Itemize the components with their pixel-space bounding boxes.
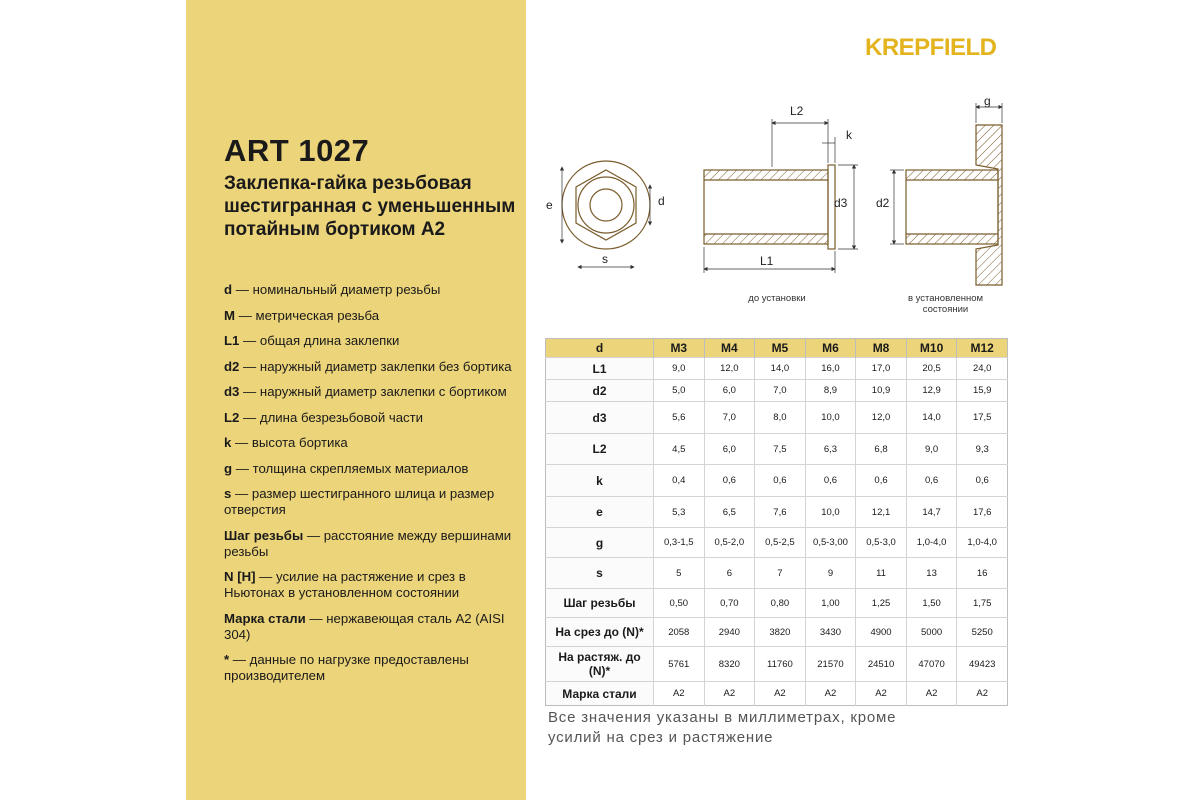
glossary-item bbox=[224, 308, 519, 324]
glossary-term: g bbox=[224, 460, 233, 476]
table-cell: 0,5-2,5 bbox=[755, 528, 806, 558]
table-cell: 2058 bbox=[654, 618, 705, 647]
table-cell: 24510 bbox=[856, 647, 907, 682]
table-cell: 17,6 bbox=[957, 497, 1008, 528]
table-cell: 0,4 bbox=[654, 465, 705, 497]
glossary-item bbox=[224, 569, 519, 601]
table-cell: A2 bbox=[957, 682, 1008, 706]
table-cell: 13 bbox=[906, 558, 957, 589]
table-cell: 15,9 bbox=[957, 380, 1008, 402]
glossary-description: — наружный диаметр заклепки с бортиком bbox=[239, 384, 507, 399]
glossary-term: Шаг резьбы bbox=[224, 527, 304, 543]
table-cell: 5,3 bbox=[654, 497, 705, 528]
glossary-description: — высота бортика bbox=[231, 435, 348, 450]
glossary-description: — толщина скрепляемых материалов bbox=[232, 460, 469, 476]
table-cell: 3430 bbox=[805, 618, 856, 647]
table-cell: 8320 bbox=[704, 647, 755, 682]
table-row bbox=[546, 497, 1008, 528]
table-cell: 5 bbox=[654, 558, 705, 589]
row-label: s bbox=[546, 558, 654, 589]
dim-label-d2: d2 bbox=[876, 196, 890, 210]
table-cell: 9,0 bbox=[906, 434, 957, 465]
glossary-description: — данные по нагрузке предоставлены производителем bbox=[224, 652, 469, 683]
glossary-list bbox=[224, 282, 519, 694]
table-cell: 12,9 bbox=[906, 380, 957, 402]
dim-label-s: s bbox=[602, 252, 608, 266]
table-cell: 0,6 bbox=[755, 465, 806, 497]
table-cell: 3820 bbox=[755, 618, 806, 647]
table-cell: 14,7 bbox=[906, 497, 957, 528]
table-cell: 7,0 bbox=[704, 402, 755, 434]
glossary-term: d3 bbox=[224, 384, 240, 399]
table-cell: 6,3 bbox=[805, 434, 856, 465]
table-row bbox=[546, 647, 1008, 682]
table-cell: 6 bbox=[704, 558, 755, 589]
glossary-item bbox=[224, 652, 519, 684]
table-cell: 12,0 bbox=[856, 402, 907, 434]
glossary-description: — длина безрезьбовой части bbox=[239, 409, 424, 425]
glossary-term: Марка стали bbox=[224, 610, 306, 626]
header-cell-size: M3 bbox=[654, 339, 705, 358]
table-cell: 5761 bbox=[654, 647, 705, 682]
glossary-description: — общая длина заклепки bbox=[239, 333, 400, 348]
row-label: d2 bbox=[546, 380, 654, 402]
glossary-description: — наружный диаметр заклепки без бортика bbox=[239, 358, 512, 374]
table-cell: 20,5 bbox=[906, 358, 957, 380]
table-cell: 0,6 bbox=[856, 465, 907, 497]
table-cell: 14,0 bbox=[755, 358, 806, 380]
table-cell: 0,6 bbox=[906, 465, 957, 497]
table-cell: 1,25 bbox=[856, 589, 907, 618]
row-label: k bbox=[546, 465, 654, 497]
table-cell: 0,80 bbox=[755, 589, 806, 618]
units-footnote: Все значения указаны в миллиметрах, кроме усилий на срез и растяжение bbox=[548, 709, 897, 746]
table-cell: 17,0 bbox=[856, 358, 907, 380]
table-cell: A2 bbox=[755, 682, 806, 706]
table-row bbox=[546, 558, 1008, 589]
table-cell: A2 bbox=[704, 682, 755, 706]
table-cell: 6,0 bbox=[704, 434, 755, 465]
glossary-term: * bbox=[224, 652, 230, 667]
table-cell: 6,0 bbox=[704, 380, 755, 402]
glossary-item bbox=[224, 384, 519, 400]
table-cell: 17,5 bbox=[957, 402, 1008, 434]
table-cell: 10,0 bbox=[805, 497, 856, 528]
table-cell: 4900 bbox=[856, 618, 907, 647]
table-cell: 8,0 bbox=[755, 402, 806, 434]
row-label: Шаг резьбы bbox=[546, 589, 654, 618]
row-label: L2 bbox=[546, 434, 654, 465]
header-cell-size: M10 bbox=[906, 339, 957, 358]
front-view-hex bbox=[562, 161, 650, 249]
table-row bbox=[546, 358, 1008, 380]
table-cell: A2 bbox=[805, 682, 856, 706]
table-row bbox=[546, 682, 1008, 706]
table-cell: 0,6 bbox=[957, 465, 1008, 497]
dim-label-d3: d3 bbox=[834, 196, 848, 210]
table-cell: 5000 bbox=[906, 618, 957, 647]
table-cell: 0,70 bbox=[704, 589, 755, 618]
table-cell: 8,9 bbox=[805, 380, 856, 402]
glossary-term: L1 bbox=[224, 333, 240, 348]
table-cell: 24,0 bbox=[957, 358, 1008, 380]
glossary-term: M bbox=[224, 307, 235, 323]
glossary-term: d2 bbox=[224, 358, 240, 374]
dim-label-g: g bbox=[984, 95, 991, 108]
table-cell: 47070 bbox=[906, 647, 957, 682]
table-cell: 7 bbox=[755, 558, 806, 589]
table-row bbox=[546, 589, 1008, 618]
glossary-item bbox=[224, 282, 519, 298]
table-cell: 12,0 bbox=[704, 358, 755, 380]
table-cell: 0,50 bbox=[654, 589, 705, 618]
glossary-item bbox=[224, 410, 519, 426]
table-cell: 1,0-4,0 bbox=[957, 528, 1008, 558]
table-cell: 0,6 bbox=[805, 465, 856, 497]
header-cell-d: d bbox=[546, 339, 654, 358]
glossary-item bbox=[224, 528, 519, 560]
table-cell: 0,6 bbox=[704, 465, 755, 497]
glossary-term: d bbox=[224, 282, 233, 297]
brand-logo: KREPFIELD bbox=[865, 34, 997, 61]
row-label: e bbox=[546, 497, 654, 528]
row-label: L1 bbox=[546, 358, 654, 380]
table-row bbox=[546, 465, 1008, 497]
table-cell: 0,5-3,0 bbox=[856, 528, 907, 558]
table-row bbox=[546, 528, 1008, 558]
table-cell: 11 bbox=[856, 558, 907, 589]
glossary-term: N [H] bbox=[224, 569, 256, 584]
table-cell: 7,5 bbox=[755, 434, 806, 465]
glossary-description: — расстояние между вершинами резьбы bbox=[224, 527, 512, 559]
table-cell: 12,1 bbox=[856, 497, 907, 528]
dim-label-d: d bbox=[658, 194, 665, 208]
header-cell-size: M8 bbox=[856, 339, 907, 358]
table-cell: 9,3 bbox=[957, 434, 1008, 465]
technical-drawing bbox=[540, 95, 1020, 295]
caption-after-install: в установленном состоянии bbox=[907, 293, 984, 315]
table-cell: 10,9 bbox=[856, 380, 907, 402]
table-cell: 21570 bbox=[805, 647, 856, 682]
article-title: ART 1027 bbox=[224, 133, 370, 168]
dim-label-L1: L1 bbox=[760, 254, 774, 268]
header-cell-size: M12 bbox=[957, 339, 1008, 358]
table-header-row bbox=[546, 339, 1008, 358]
glossary-item bbox=[224, 461, 519, 477]
table-cell: 7,0 bbox=[755, 380, 806, 402]
table-cell: 7,6 bbox=[755, 497, 806, 528]
table-cell: 5250 bbox=[957, 618, 1008, 647]
table-cell: 16,0 bbox=[805, 358, 856, 380]
header-cell-size: M5 bbox=[755, 339, 806, 358]
glossary-item bbox=[224, 611, 519, 643]
glossary-description: — метрическая резьба bbox=[235, 307, 380, 323]
table-cell: 6,5 bbox=[704, 497, 755, 528]
glossary-item bbox=[224, 486, 519, 518]
glossary-description: — размер шестигранного шлица и размер отверстия bbox=[224, 486, 495, 517]
table-cell: A2 bbox=[856, 682, 907, 706]
row-label: На срез до (N)* bbox=[546, 618, 654, 647]
glossary-description: — нержавеющая сталь А2 (AISI 304) bbox=[224, 610, 505, 642]
glossary-item bbox=[224, 435, 519, 451]
table-cell: 1,00 bbox=[805, 589, 856, 618]
table-row bbox=[546, 618, 1008, 647]
table-cell: 5,0 bbox=[654, 380, 705, 402]
glossary-term: L2 bbox=[224, 409, 240, 425]
table-cell: 1,75 bbox=[957, 589, 1008, 618]
row-label: g bbox=[546, 528, 654, 558]
glossary-item bbox=[224, 359, 519, 375]
table-cell: 0,3-1,5 bbox=[654, 528, 705, 558]
row-label: Марка стали bbox=[546, 682, 654, 706]
row-label: d3 bbox=[546, 402, 654, 434]
caption-before-install: до установки bbox=[748, 293, 806, 304]
table-cell: 16 bbox=[957, 558, 1008, 589]
table-cell: 5,6 bbox=[654, 402, 705, 434]
header-cell-size: M4 bbox=[704, 339, 755, 358]
glossary-description: — усилие на растяжение и срез в Ньютонах в установленном состоянии bbox=[224, 569, 466, 600]
table-cell: 4,5 bbox=[654, 434, 705, 465]
table-cell: 9 bbox=[805, 558, 856, 589]
table-cell: 2940 bbox=[704, 618, 755, 647]
dim-label-k: k bbox=[846, 128, 852, 142]
glossary-description: — номинальный диаметр резьбы bbox=[232, 282, 441, 297]
table-cell: 9,0 bbox=[654, 358, 705, 380]
glossary-term: k bbox=[224, 435, 232, 450]
table-cell: 10,0 bbox=[805, 402, 856, 434]
row-label: На растяж. до (N)* bbox=[546, 647, 654, 682]
table-row bbox=[546, 402, 1008, 434]
product-subtitle: Заклепка-гайка резьбовая шестигранная с уменьшенным потайным бортиком А2 bbox=[224, 173, 516, 240]
glossary-term: s bbox=[224, 486, 232, 501]
dim-label-L2: L2 bbox=[790, 104, 804, 118]
table-row bbox=[546, 380, 1008, 402]
table-cell: A2 bbox=[906, 682, 957, 706]
specification-table bbox=[545, 338, 1008, 706]
table-cell: 0,5-3,00 bbox=[805, 528, 856, 558]
table-cell: 6,8 bbox=[856, 434, 907, 465]
table-cell: 1,50 bbox=[906, 589, 957, 618]
table-cell: 1,0-4,0 bbox=[906, 528, 957, 558]
table-cell: A2 bbox=[654, 682, 705, 706]
glossary-item bbox=[224, 333, 519, 349]
table-cell: 11760 bbox=[755, 647, 806, 682]
table-row bbox=[546, 434, 1008, 465]
table-cell: 0,5-2,0 bbox=[704, 528, 755, 558]
table-cell: 49423 bbox=[957, 647, 1008, 682]
dim-label-e: e bbox=[546, 198, 553, 212]
header-cell-size: M6 bbox=[805, 339, 856, 358]
table-cell: 14,0 bbox=[906, 402, 957, 434]
